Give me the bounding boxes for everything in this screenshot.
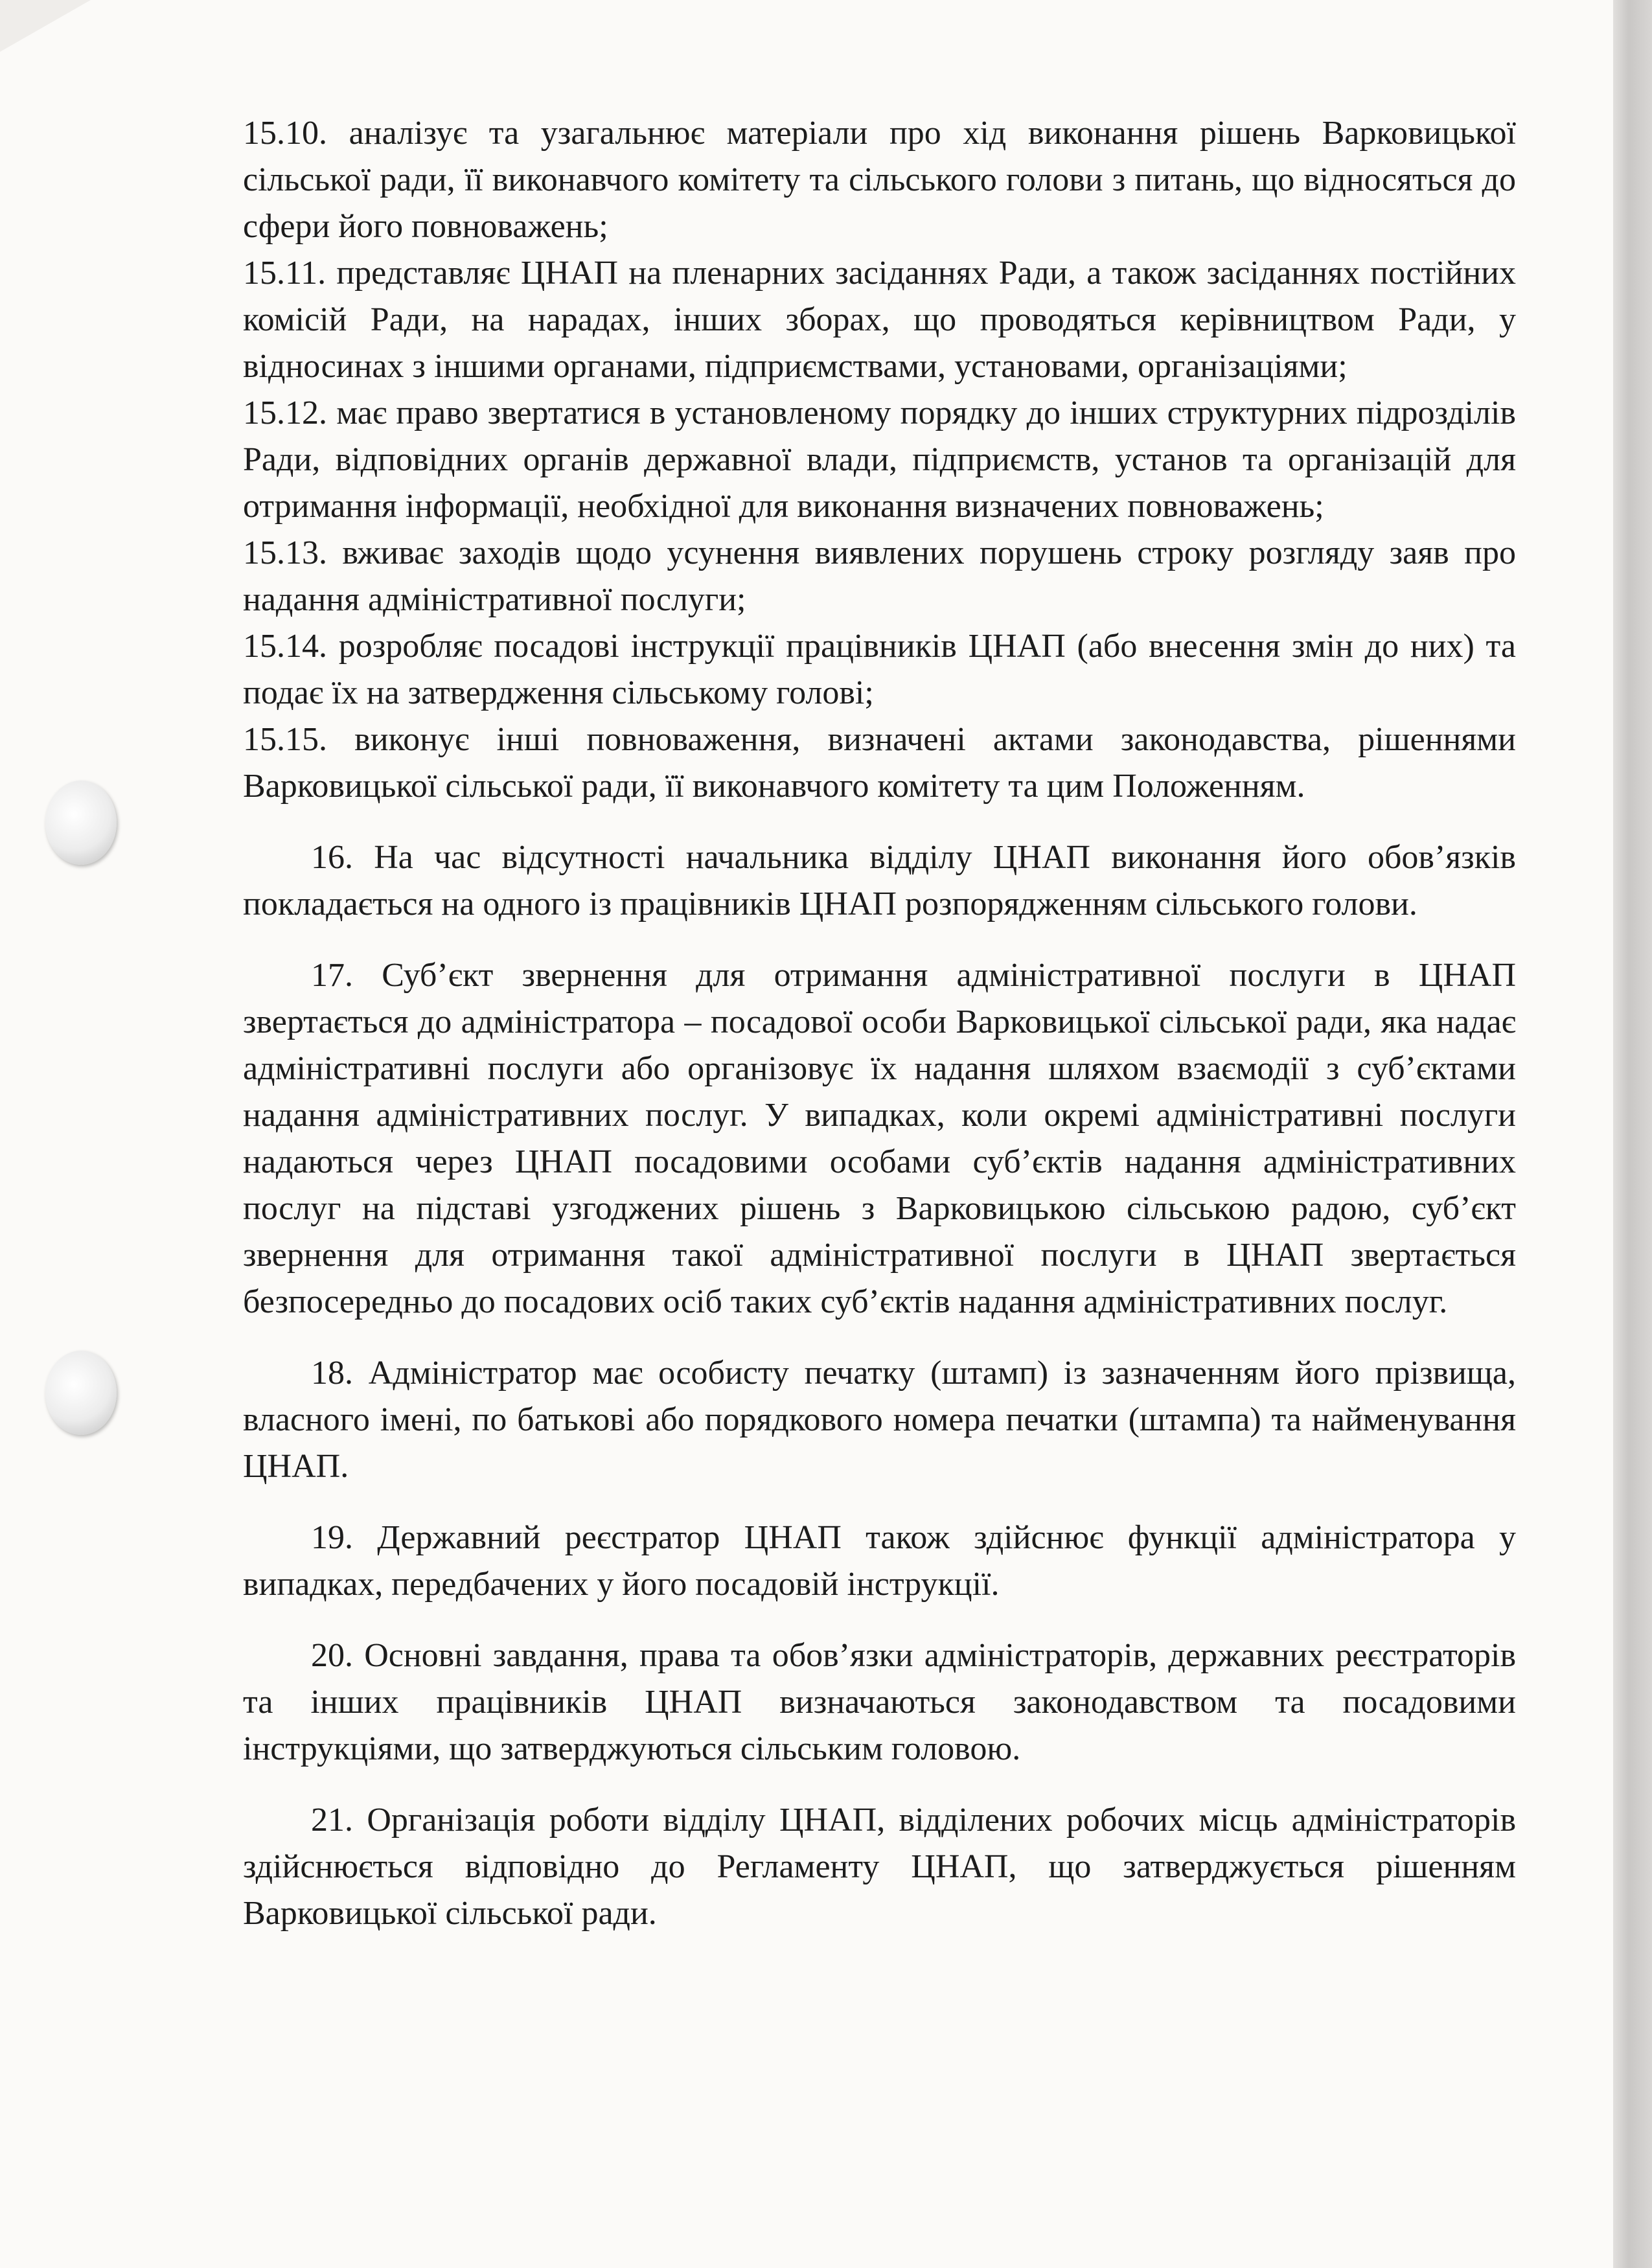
subitem-15-14: 15.14. розробляє посадові інструкції працівників ЦНАП (або внесення змін до них) та подає їх на затвердження сільському голові; (243, 628, 1516, 711)
paragraph-17: 17. Суб’єкт звернення для отримання адміністративної послуги в ЦНАП звертається до адміністратора – посадової особи Варковицької сільської ради, яка надає адміністративні послуги або організовує їх надання шляхом взаємодії з суб’єктами надання адміністративних послуг. У випадках, коли окремі адміністративні послуги надаються через ЦНАП посадовими особами суб’єктів надання адміністративних послуг на підставі узгоджених рішень з Варковицькою сільською радою, суб’єкт звернення для отримання такої адміністративної послуги в ЦНАП звертається безпосередньо до посадових осіб таких суб’єктів надання адміністративних послуг. (243, 957, 1516, 1320)
paragraph-20: 20. Основні завдання, права та обов’язки адміністраторів, державних реєстраторів та інших працівників ЦНАП визначаються законодавством та посадовими інструкціями, що затверджуються сільським головою. (243, 1637, 1516, 1767)
page-corner-fold (0, 0, 91, 52)
paragraph-19: 19. Державний реєстратор ЦНАП також здійснює функції адміністратора у випадках, передбачених у його посадовій інструкції. (243, 1519, 1516, 1603)
subitem-15-11: 15.11. представляє ЦНАП на пленарних засіданнях Ради, а також засіданнях постійних комісій Ради, на нарадах, інших зборах, що проводяться керівництвом Ради, у відносинах з іншими органами, підприємствами, установами, організаціями; (243, 255, 1516, 385)
document-body (243, 110, 1516, 1937)
paragraph-16: 16. На час відсутності начальника відділу ЦНАП виконання його обов’язків покладається на одного із працівників ЦНАП розпорядженням сільського голови. (243, 839, 1516, 922)
paragraph-21: 21. Організація роботи відділу ЦНАП, відділених робочих місць адміністраторів здійснюється відповідно до Регламенту ЦНАП, що затверджується рішенням Варковицької сільської ради. (243, 1802, 1516, 1932)
punch-hole-top (45, 781, 117, 865)
subitem-15-15: 15.15. виконує інші повноваження, визначені актами законодавства, рішеннями Варковицької сільської ради, її виконавчого комітету та цим Положенням. (243, 721, 1516, 805)
subitem-15-10: 15.10. аналізує та узагальнює матеріали про хід виконання рішень Варковицької сільської ради, її виконавчого комітету та сільського голови з питань, що відносяться до сфери його повноважень; (243, 115, 1516, 245)
subitem-15-13: 15.13. вживає заходів щодо усунення виявлених порушень строку розгляду заяв про надання адміністративної послуги; (243, 534, 1516, 618)
subitem-15-12: 15.12. має право звертатися в установленому порядку до інших структурних підрозділів Ради, відповідних органів державної влади, підприємств, установ та організацій для отримання інформації, необхідної для виконання визначених повноважень; (243, 395, 1516, 525)
punch-hole-bottom (45, 1351, 117, 1435)
paragraph-18: 18. Адміністратор має особисту печатку (штамп) із зазначенням його прізвища, власного імені, по батькові або порядкового номера печатки (штампа) та найменування ЦНАП. (243, 1355, 1516, 1485)
scanner-edge-shadow (1613, 0, 1652, 2268)
